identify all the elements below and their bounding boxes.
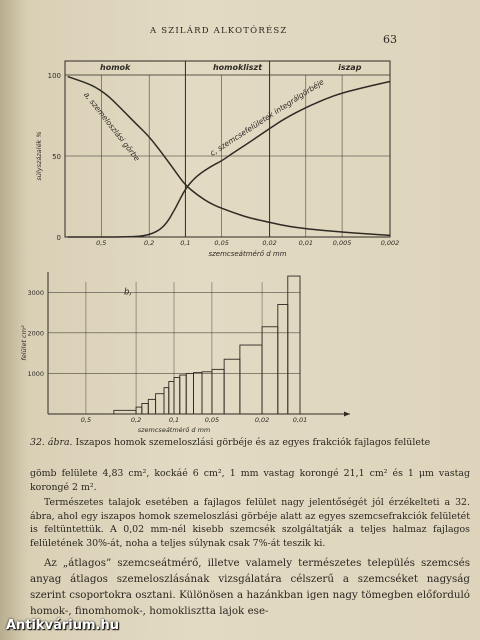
histogram-bar — [142, 403, 148, 414]
region-label: iszap — [338, 63, 362, 72]
paragraph-2: Természetes talajok esetében a fajlagos felület nagy jelentőségét jól érzékelteti a 32. ábra, ahol egy iszapos homok szemeloszlási görbéje alatt az egyes szemcsefrakciók felületét is feltüntettük. A 0,02 mm-nél kisebb szemcsék szolgáltatják a teljes halmaz fajlagos felületének 30%-át, noha a teljes súlynak csak 7%-át teszik ki. — [30, 497, 470, 549]
region-label: homokliszt — [212, 63, 263, 72]
histogram-bar — [288, 276, 300, 414]
x-tick-label: 0,5 — [96, 239, 107, 247]
x-tick-label: 0,05 — [214, 239, 229, 247]
y-tick-label: 2000 — [27, 329, 44, 338]
y-tick-label: 1000 — [27, 369, 44, 378]
histogram-bar — [202, 372, 212, 414]
histogram-bar — [240, 345, 262, 414]
histogram-bar — [278, 304, 288, 414]
histogram-bar — [148, 399, 155, 414]
x-tick-label: 0,5 — [80, 416, 92, 424]
panel-label: b, — [124, 287, 133, 298]
histogram-bar — [156, 394, 164, 414]
paragraph-3: Az „átlagos” szemcseátmérő, illetve valamely természetes település szemcsés anyag átlagos szemeloszlásának vizsgálatára célszerű a szemcséket nagyság szerint csoportokra osztani. Különösen a hazánkban igen nagy tömegben előforduló homok-, finomhomok-, homoklisztta lajok ese- — [30, 557, 470, 617]
histogram-bar — [174, 377, 180, 414]
y-tick-label: 100 — [47, 72, 61, 80]
caption-text: Iszapos homok szemeloszlási görbéje és az egyes frakciók fajlagos felülete — [75, 437, 431, 448]
x-tick-label: 0,1 — [168, 416, 180, 424]
x-tick-label: 0,05 — [204, 416, 220, 424]
x-axis-label: szemcseátmérő d mm — [208, 250, 287, 258]
x-tick-label: 0,01 — [298, 239, 314, 247]
x-tick-label: 0,02 — [254, 416, 270, 424]
histogram-bar — [180, 375, 186, 414]
histogram-bar — [114, 410, 136, 414]
y-tick-label: 0 — [56, 234, 61, 242]
region-label: homok — [100, 63, 131, 72]
y-axis-label: súlyszázalék % — [35, 131, 43, 181]
x-tick-label: 0,1 — [180, 239, 191, 247]
histogram-bar — [262, 327, 278, 414]
x-tick-label: 0,01 — [292, 416, 308, 424]
x-tick-label: 0,2 — [143, 239, 155, 247]
x-tick-label: 0,002 — [380, 239, 400, 247]
y-axis-label: felület cm² — [20, 325, 28, 361]
histogram-bar — [212, 369, 224, 414]
curve-label-a: a, szemeloszlási görbe — [82, 90, 142, 163]
page-number: 63 — [383, 33, 397, 46]
histogram-bar — [136, 407, 142, 414]
histogram-bar — [224, 359, 240, 414]
x-tick-label: 0,02 — [262, 239, 277, 247]
y-tick-label: 3000 — [27, 288, 44, 297]
x-tick-label: 0,005 — [332, 239, 352, 247]
y-tick-label: 50 — [52, 153, 61, 161]
x-axis-arrow — [344, 412, 350, 417]
caption-number: 32. ábra. — [30, 437, 73, 448]
curve-label-c: c, szemcsefelületek integrálgörbéje — [208, 77, 326, 158]
running-header: A SZILÁRD ALKOTÓRÉSZ — [150, 26, 288, 36]
histogram-bar — [186, 373, 193, 414]
x-tick-label: 0,2 — [130, 416, 142, 424]
histogram-bar — [164, 388, 169, 414]
histogram-bar — [169, 382, 174, 414]
figure-caption — [30, 436, 470, 449]
x-axis-label: szemcseátmérő d mm — [137, 426, 211, 434]
watermark-logo: Antikvárium.hu — [6, 618, 119, 633]
histogram-bar — [194, 373, 202, 414]
paragraph-1: gömb felülete 4,83 cm², kockáé 6 cm², 1 mm vastag korongé 21,1 cm² és 1 μm vastag korongé 2 m². — [30, 468, 470, 493]
